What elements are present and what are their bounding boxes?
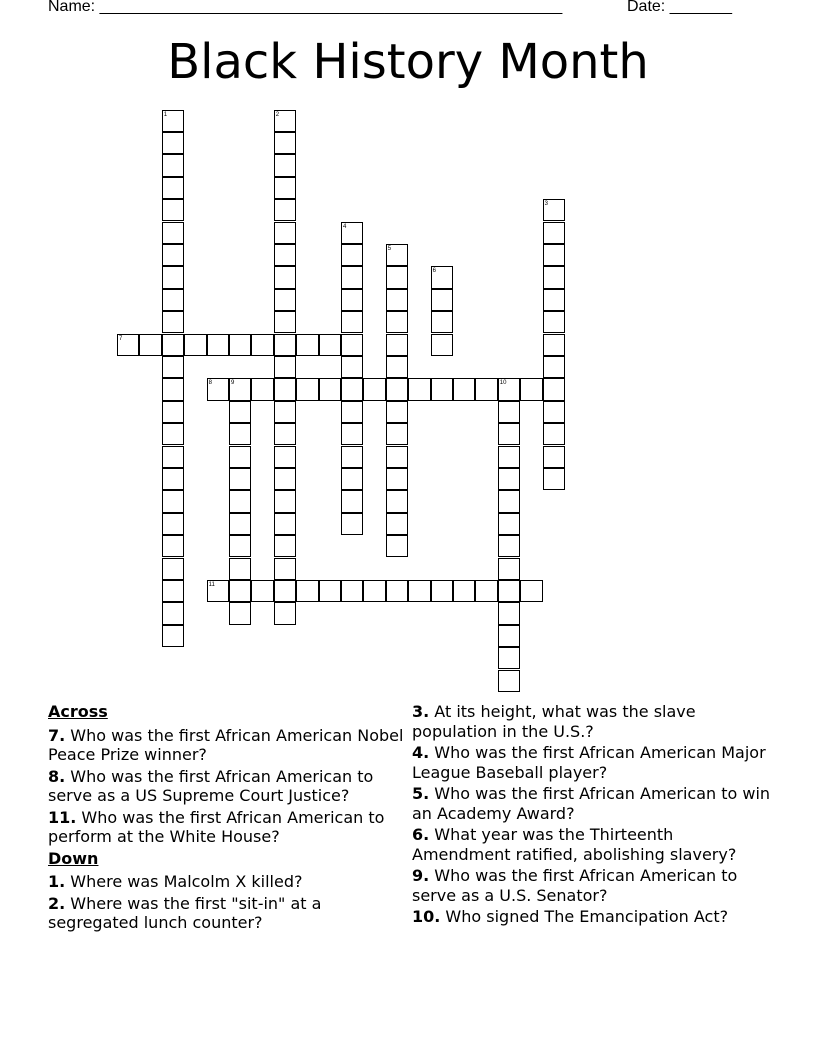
- clue-item: [412, 702, 772, 741]
- crossword-cell[interactable]: [207, 580, 229, 602]
- crossword-cell[interactable]: [274, 468, 296, 490]
- cell-number: 4: [343, 223, 347, 230]
- clue-text: Where was Malcolm X killed?: [65, 872, 303, 891]
- clue-number: 8.: [48, 766, 66, 786]
- crossword-cell[interactable]: [274, 311, 296, 333]
- crossword-cell[interactable]: [274, 356, 296, 378]
- crossword-cell[interactable]: [274, 535, 296, 557]
- crossword-cell[interactable]: [319, 334, 341, 356]
- crossword-cell[interactable]: [341, 423, 363, 445]
- clue-number: 2.: [48, 893, 66, 913]
- crossword-cell[interactable]: [543, 244, 565, 266]
- crossword-cell[interactable]: [274, 132, 296, 154]
- crossword-cell[interactable]: [162, 311, 184, 333]
- crossword-cell[interactable]: [274, 378, 296, 400]
- crossword-cell[interactable]: [274, 289, 296, 311]
- crossword-cell[interactable]: [543, 401, 565, 423]
- crossword-cell[interactable]: [431, 289, 453, 311]
- crossword-cell[interactable]: [162, 244, 184, 266]
- crossword-cell[interactable]: [520, 580, 542, 602]
- crossword-cell[interactable]: [274, 154, 296, 176]
- clue-text: Who was the first African American to win an Academy Award?: [412, 784, 771, 823]
- crossword-cell[interactable]: [251, 580, 273, 602]
- crossword-cell[interactable]: [162, 110, 184, 132]
- crossword-cell[interactable]: [386, 378, 408, 400]
- crossword-cell[interactable]: [341, 468, 363, 490]
- clue-number: 3.: [412, 702, 430, 721]
- crossword-cell[interactable]: [543, 266, 565, 288]
- name-field-label: Name: ____________________________________________________: [48, 0, 563, 15]
- clue-text: Who signed The Emancipation Act?: [440, 907, 729, 926]
- crossword-cell[interactable]: [386, 468, 408, 490]
- clue-item: [48, 808, 408, 847]
- crossword-cell[interactable]: [498, 490, 520, 512]
- clue-text: Who was the first African American to perform at the White House?: [48, 807, 385, 846]
- crossword-cell[interactable]: [386, 490, 408, 512]
- crossword-cell[interactable]: [475, 378, 497, 400]
- crossword-cell[interactable]: [274, 490, 296, 512]
- crossword-cell[interactable]: [498, 468, 520, 490]
- crossword-cell[interactable]: [274, 513, 296, 535]
- cell-number: 5: [387, 245, 392, 252]
- crossword-cell[interactable]: [498, 535, 520, 557]
- clue-text: At its height, what was the slave population in the U.S.?: [412, 702, 696, 741]
- crossword-cell[interactable]: [229, 401, 251, 423]
- crossword-cell[interactable]: [431, 378, 453, 400]
- crossword-cell[interactable]: [498, 401, 520, 423]
- crossword-cell[interactable]: [274, 266, 296, 288]
- crossword-cell[interactable]: [341, 289, 363, 311]
- clue-text: What year was the Thirteenth Amendment ratified, abolishing slavery?: [412, 825, 737, 864]
- crossword-cell[interactable]: [431, 311, 453, 333]
- crossword-cell[interactable]: [274, 199, 296, 221]
- crossword-cell[interactable]: [229, 535, 251, 557]
- crossword-cell[interactable]: [431, 266, 453, 288]
- crossword-cell[interactable]: [341, 401, 363, 423]
- crossword-cell[interactable]: [386, 446, 408, 468]
- crossword-cell[interactable]: [296, 334, 318, 356]
- clue-number: 4.: [412, 743, 430, 762]
- crossword-cell[interactable]: [386, 334, 408, 356]
- crossword-cell[interactable]: [386, 535, 408, 557]
- crossword-cell[interactable]: [274, 401, 296, 423]
- crossword-cell[interactable]: [341, 334, 363, 356]
- clue-item: [412, 743, 772, 782]
- crossword-cell[interactable]: [274, 110, 296, 132]
- crossword-cell[interactable]: [274, 446, 296, 468]
- crossword-cell[interactable]: [274, 177, 296, 199]
- crossword-cell[interactable]: [274, 334, 296, 356]
- crossword-cell[interactable]: [162, 266, 184, 288]
- crossword-cell[interactable]: [274, 558, 296, 580]
- down-heading: Down: [48, 848, 99, 868]
- crossword-cell[interactable]: [162, 154, 184, 176]
- crossword-cell[interactable]: [274, 222, 296, 244]
- crossword-cell[interactable]: [363, 378, 385, 400]
- crossword-cell[interactable]: [498, 446, 520, 468]
- crossword-cell[interactable]: [453, 580, 475, 602]
- crossword-cell[interactable]: [431, 334, 453, 356]
- crossword-cell[interactable]: [543, 222, 565, 244]
- clue-item: [48, 726, 408, 765]
- crossword-cell[interactable]: [498, 580, 520, 602]
- crossword-cell[interactable]: [162, 535, 184, 557]
- crossword-cell[interactable]: [386, 289, 408, 311]
- crossword-cell[interactable]: [229, 334, 251, 356]
- crossword-cell[interactable]: [386, 423, 408, 445]
- crossword-cell[interactable]: [229, 580, 251, 602]
- cell-number: 9: [231, 380, 235, 387]
- crossword-cell[interactable]: [498, 625, 520, 647]
- crossword-cell[interactable]: [543, 199, 565, 221]
- crossword-cell[interactable]: [162, 378, 184, 400]
- crossword-cell[interactable]: [408, 580, 430, 602]
- crossword-cell[interactable]: [386, 356, 408, 378]
- across-heading: Across: [48, 702, 108, 721]
- crossword-cell[interactable]: [139, 334, 161, 356]
- crossword-cell[interactable]: [162, 423, 184, 445]
- crossword-cell[interactable]: [296, 580, 318, 602]
- clue-number: 9.: [412, 866, 430, 885]
- crossword-cell[interactable]: [453, 378, 475, 400]
- crossword-cell[interactable]: [229, 490, 251, 512]
- crossword-cell[interactable]: [543, 311, 565, 333]
- across-clue-list: [48, 726, 408, 847]
- clue-item: [48, 872, 408, 892]
- crossword-cell[interactable]: [543, 356, 565, 378]
- cell-number: 2: [275, 111, 280, 118]
- crossword-cell[interactable]: [207, 334, 229, 356]
- crossword-cell[interactable]: [229, 468, 251, 490]
- crossword-cell[interactable]: [498, 670, 520, 692]
- clue-item: [412, 784, 772, 823]
- cell-number: 3: [544, 201, 548, 208]
- clue-text: Where was the first "sit-in" at a segregated lunch counter?: [48, 893, 322, 932]
- crossword-cell[interactable]: [162, 558, 184, 580]
- crossword-cell[interactable]: [319, 580, 341, 602]
- clue-number: 10.: [412, 907, 441, 926]
- crossword-cell[interactable]: [207, 378, 229, 400]
- crossword-cell[interactable]: [341, 378, 363, 400]
- down-clue-list-left: [48, 872, 408, 933]
- crossword-cell[interactable]: [162, 222, 184, 244]
- crossword-cell[interactable]: [162, 490, 184, 512]
- crossword-cell[interactable]: [520, 378, 542, 400]
- crossword-cell[interactable]: [162, 513, 184, 535]
- crossword-cell[interactable]: [251, 334, 273, 356]
- crossword-cell[interactable]: [408, 378, 430, 400]
- crossword-cell[interactable]: [162, 401, 184, 423]
- crossword-cell[interactable]: [229, 378, 251, 400]
- crossword-cell[interactable]: [543, 289, 565, 311]
- crossword-cell[interactable]: [341, 222, 363, 244]
- clue-item: [412, 825, 772, 864]
- crossword-cell[interactable]: [386, 580, 408, 602]
- crossword-cell[interactable]: [341, 244, 363, 266]
- crossword-cell[interactable]: [274, 602, 296, 624]
- crossword-cell[interactable]: [431, 580, 453, 602]
- crossword-cell[interactable]: [251, 378, 273, 400]
- crossword-cell[interactable]: [274, 244, 296, 266]
- crossword-cell[interactable]: [162, 132, 184, 154]
- crossword-cell[interactable]: [117, 334, 139, 356]
- cell-number: 6: [432, 268, 436, 275]
- crossword-cell[interactable]: [341, 356, 363, 378]
- crossword-cell[interactable]: [498, 602, 520, 624]
- crossword-cell[interactable]: [498, 378, 520, 400]
- clue-text: Who was the first African American to serve as a U.S. Senator?: [412, 866, 738, 905]
- cell-number: 1: [163, 111, 168, 118]
- crossword-cell[interactable]: [475, 580, 497, 602]
- crossword-cell[interactable]: [162, 580, 184, 602]
- crossword-cell[interactable]: [296, 378, 318, 400]
- crossword-cell[interactable]: [162, 199, 184, 221]
- crossword-cell[interactable]: [341, 490, 363, 512]
- crossword-cell[interactable]: [498, 513, 520, 535]
- crossword-cell[interactable]: [162, 289, 184, 311]
- crossword-cell[interactable]: [229, 423, 251, 445]
- clue-item: [48, 894, 408, 933]
- cell-number: 11: [208, 581, 215, 588]
- clue-number: 6.: [412, 825, 430, 844]
- crossword-cell[interactable]: [341, 266, 363, 288]
- crossword-cell[interactable]: [386, 311, 408, 333]
- crossword-cell[interactable]: [229, 446, 251, 468]
- crossword-cell[interactable]: [274, 423, 296, 445]
- crossword-cell[interactable]: [184, 334, 206, 356]
- crossword-cell[interactable]: [162, 334, 184, 356]
- crossword-cell[interactable]: [341, 580, 363, 602]
- crossword-cell[interactable]: [386, 401, 408, 423]
- crossword-cell[interactable]: [229, 602, 251, 624]
- crossword-cell[interactable]: [543, 423, 565, 445]
- crossword-cell[interactable]: [274, 580, 296, 602]
- crossword-cell[interactable]: [543, 334, 565, 356]
- clue-text: Who was the first African American Major League Baseball player?: [412, 743, 766, 782]
- crossword-cell[interactable]: [341, 513, 363, 535]
- clue-number: 5.: [412, 784, 430, 803]
- crossword-cell[interactable]: [162, 625, 184, 647]
- crossword-cell[interactable]: [341, 311, 363, 333]
- crossword-cell[interactable]: [162, 602, 184, 624]
- crossword-cell[interactable]: [498, 423, 520, 445]
- clues-left-column: [48, 702, 408, 935]
- cell-number: 7: [119, 335, 123, 342]
- cell-number: 10: [499, 380, 507, 387]
- clue-number: 1.: [48, 872, 66, 891]
- crossword-cell[interactable]: [498, 647, 520, 669]
- cell-number: 8: [208, 380, 212, 387]
- clue-text: Who was the first African American Nobel Peace Prize winner?: [48, 725, 404, 764]
- down-clue-list-right: [412, 702, 772, 927]
- crossword-cell[interactable]: [229, 558, 251, 580]
- crossword-cell[interactable]: [162, 177, 184, 199]
- crossword-cell[interactable]: [543, 468, 565, 490]
- crossword-cell[interactable]: [162, 446, 184, 468]
- crossword-cell[interactable]: [319, 378, 341, 400]
- crossword-cell[interactable]: [386, 513, 408, 535]
- page-title: Black History Month: [167, 34, 649, 90]
- crossword-cell[interactable]: [363, 580, 385, 602]
- crossword-cell[interactable]: [162, 356, 184, 378]
- clue-item: [48, 767, 408, 806]
- crossword-cell[interactable]: [386, 244, 408, 266]
- date-field-label: Date: _______: [627, 0, 732, 15]
- clue-number: 7.: [48, 725, 66, 745]
- crossword-cell[interactable]: [229, 513, 251, 535]
- clue-number: 11.: [48, 807, 77, 827]
- clues-right-column: [412, 702, 772, 929]
- clue-item: [412, 907, 772, 927]
- clue-item: [412, 866, 772, 905]
- crossword-cell[interactable]: [162, 468, 184, 490]
- crossword-cell[interactable]: [543, 378, 565, 400]
- crossword-cell[interactable]: [386, 266, 408, 288]
- crossword-cell[interactable]: [498, 558, 520, 580]
- crossword-cell[interactable]: [543, 446, 565, 468]
- clue-text: Who was the first African American to serve as a US Supreme Court Justice?: [48, 766, 374, 805]
- crossword-cell[interactable]: [341, 446, 363, 468]
